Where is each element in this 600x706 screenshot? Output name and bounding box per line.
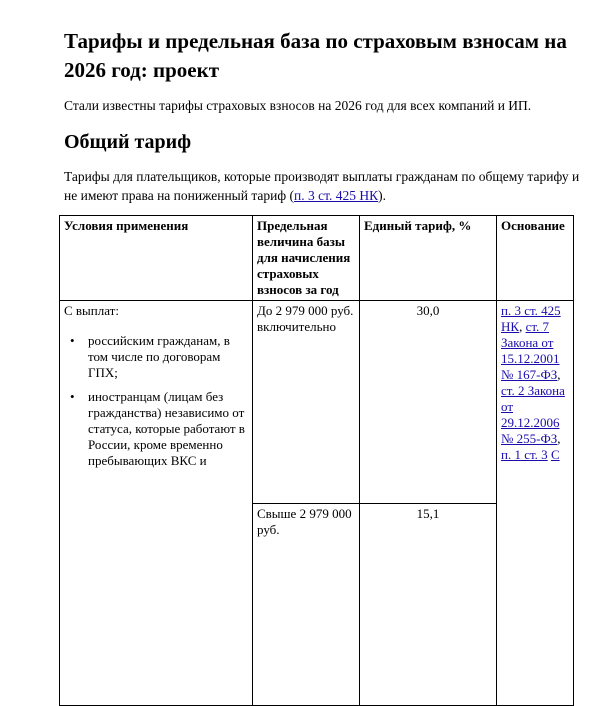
intro-paragraph: Стали известны тарифы страховых взносов на 2026 год для всех компаний и ИП. <box>64 98 532 113</box>
basis-link[interactable]: ст. 2 Закона от 29.12.2006 № 255-ФЗ <box>501 383 565 446</box>
limit-cell: Свыше 2 979 000 руб. <box>253 503 360 706</box>
basis-link[interactable]: С <box>550 447 560 462</box>
limit-cell: До 2 979 000 руб. включительно <box>253 301 360 504</box>
bullet-icon: • <box>70 389 75 404</box>
header-basis: Основание <box>497 216 574 301</box>
header-rate: Единый тариф, % <box>360 216 497 301</box>
description-tail: ). <box>378 188 386 203</box>
document-title: Тарифы и предельная база по страховым взносам на 2026 год: проект <box>64 29 567 82</box>
description-text: Тарифы для плательщиков, которые производят выплаты гражданам по общему тарифу и не имеют права на пониженный тариф ( <box>64 169 580 203</box>
rate-cell: 30,0 <box>360 301 497 504</box>
conditions-list <box>64 333 248 469</box>
table-header-row <box>60 216 574 301</box>
conditions-list-item: • иностранцам (лицам без гражданства) независимо от статуса, которые работают в России, кроме временно пребывающих ВКС и <box>70 389 245 468</box>
header-conditions: Условия применения <box>60 216 253 301</box>
conditions-cell <box>60 301 253 706</box>
conditions-lead: С выплат: <box>64 303 119 318</box>
section-title: Общий тариф <box>64 131 192 153</box>
basis-cell: п. 3 ст. 425 НК, ст. 7 Закона от 15.12.2001 № 167-ФЗ, ст. 2 Закона от 29.12.2006 № 255-ФЗ, п. 1 ст. 3 С <box>497 301 574 706</box>
description-paragraph <box>64 167 584 205</box>
header-limit: Предельная величина базы для начисления страховых взносов за год <box>253 216 360 301</box>
tariffs-table <box>59 215 574 706</box>
rate-cell: 15,1 <box>360 503 497 706</box>
basis-link[interactable]: ст. 7 Закона от 15.12.2001 № 167-ФЗ <box>501 319 560 382</box>
table-row <box>60 301 574 504</box>
basis-link[interactable]: п. 1 ст. 3 <box>501 447 548 462</box>
conditions-list-item: • российским гражданам, в том числе по договорам ГПХ; <box>70 333 230 380</box>
basis-link[interactable]: п. 3 ст. 425 НК <box>501 303 561 334</box>
description-link[interactable]: п. 3 ст. 425 НК <box>294 188 379 203</box>
bullet-icon: • <box>70 333 75 348</box>
